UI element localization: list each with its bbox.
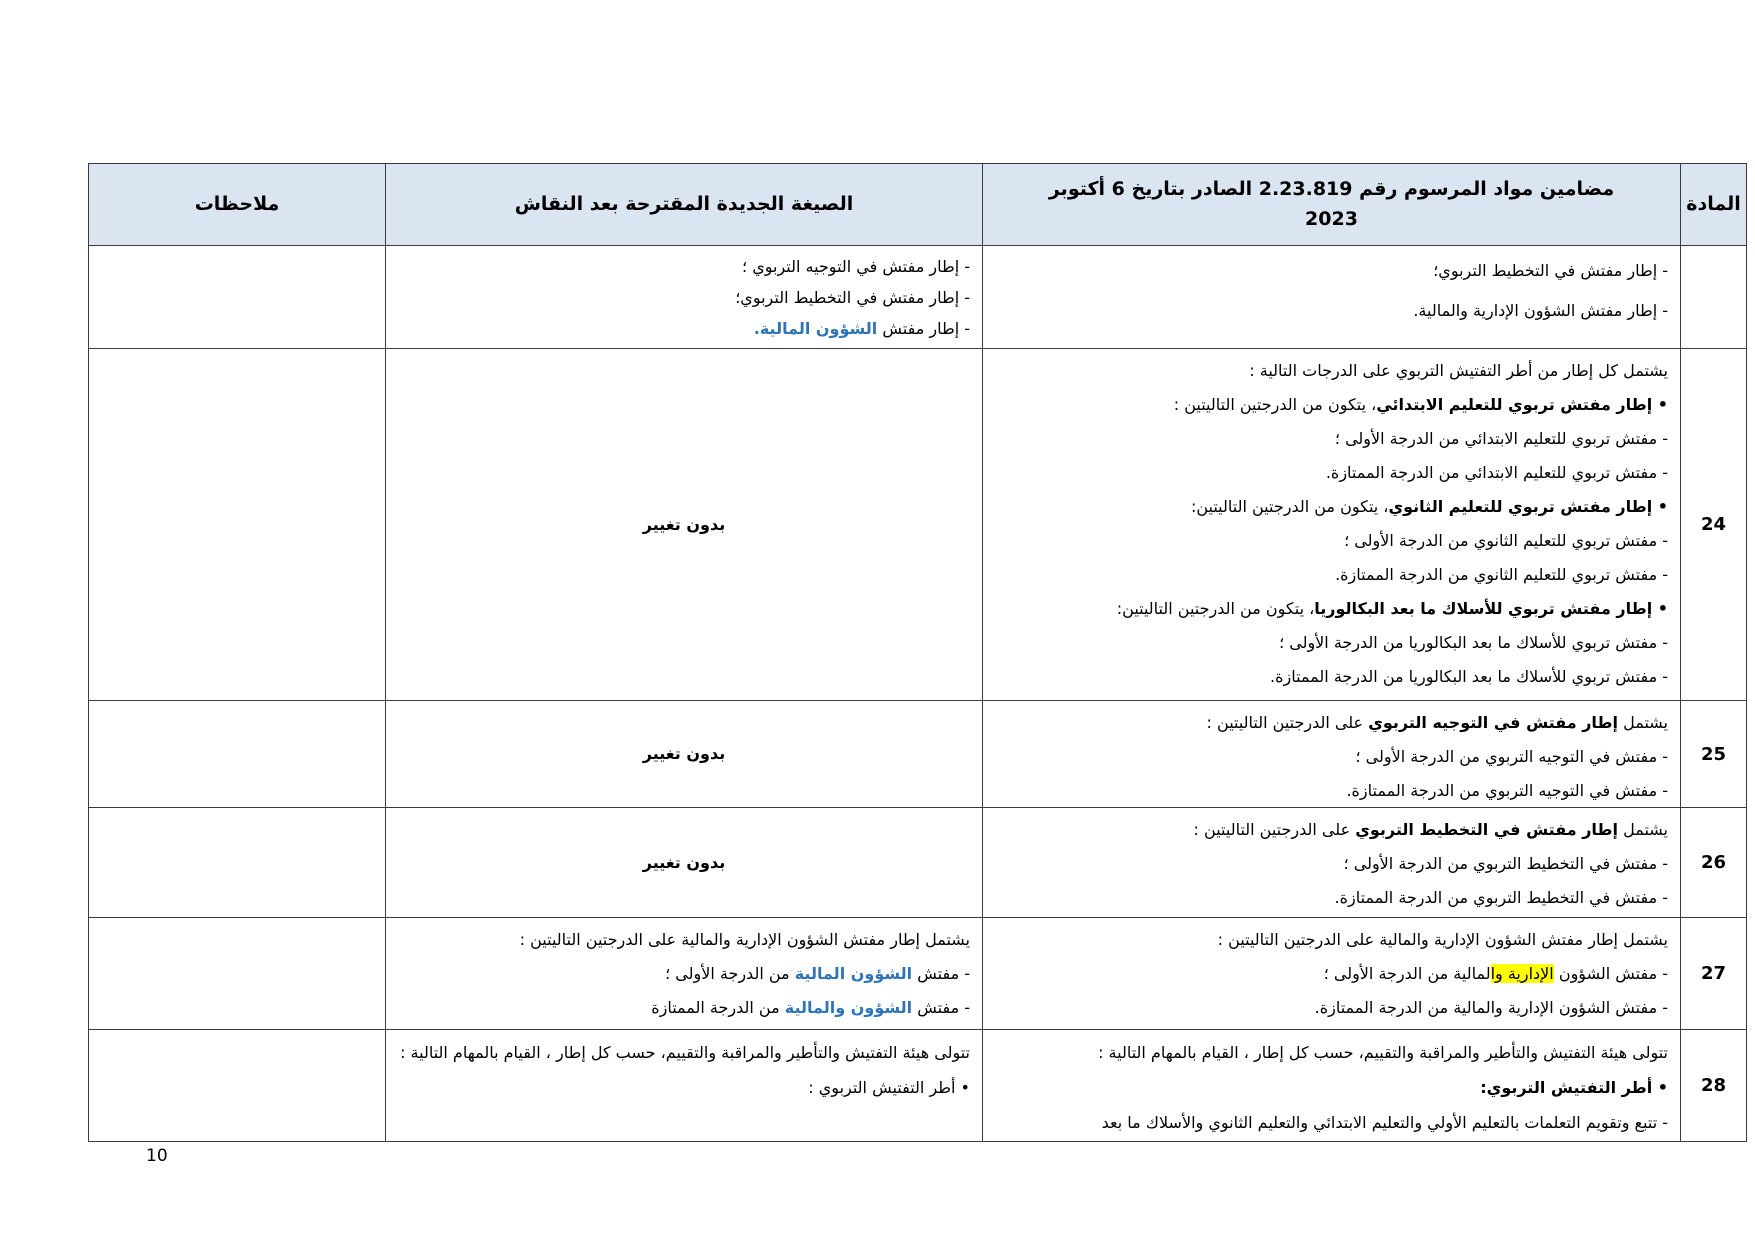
header-decree-label: مضامين مواد المرسوم رقم 2.23.819 الصادر بتاريخ 6 أكتوبر 2023 [1048, 178, 1615, 230]
article-number: 25 [1700, 743, 1727, 765]
notes-cell-24 [88, 349, 385, 701]
text-line: - تتبع وتقويم التعلمات بالتعليم الأولي والتعليم الابتدائي والتعليم الثانوي والأسلاك ما بعد [1101, 1113, 1668, 1132]
text-line: - مفتش تربوي للتعليم الابتدائي من الدرجة الممتازة. [1325, 463, 1668, 482]
text-line: - إطار مفتش الشؤون المالية. [753, 319, 970, 338]
text-line: تتولى هيئة التفتيش والتأطير والمراقبة والتقييم، حسب كل إطار ، القيام بالمهام التالية : [1098, 1043, 1668, 1062]
decree-cell-26 [982, 808, 1680, 918]
proposal-text [386, 846, 982, 880]
notes-cell-continuation [88, 246, 385, 349]
text-line: يشتمل إطار مفتش في التخطيط التربوي على الدرجتين التاليتين : [1193, 820, 1668, 839]
text-line: - إطار مفتش الشؤون الإدارية والمالية. [1413, 301, 1668, 320]
decree-cell-24 [982, 349, 1680, 701]
article-cell-26 [1680, 808, 1746, 918]
proposal-cell-25 [385, 701, 982, 808]
article-cell-25 [1680, 701, 1746, 808]
text-line: يشتمل إطار مفتش الشؤون الإدارية والمالية على الدرجتين التاليتين : [1217, 930, 1668, 949]
proposal-cell-27 [385, 918, 982, 1030]
text-line: - مفتش الشؤون الإدارية والمالية من الدرجة الممتازة. [1314, 998, 1668, 1017]
decree-text [991, 251, 1668, 331]
article-cell-28 [1680, 1030, 1746, 1142]
decree-text [991, 1035, 1668, 1140]
text-line: - مفتش في التخطيط التربوي من الدرجة الممتازة. [1334, 888, 1668, 907]
proposal-cell-28 [385, 1030, 982, 1142]
article-number: 27 [1700, 963, 1727, 984]
decree-text [991, 706, 1668, 808]
article-cell-continuation [1680, 246, 1746, 349]
header-notes-cell [88, 164, 385, 246]
header-proposal-cell [385, 164, 982, 246]
text-line: - مفتش في التوجيه التربوي من الدرجة الممتازة. [1346, 781, 1668, 800]
notes-cell-25 [88, 701, 385, 808]
notes-cell-28 [88, 1030, 385, 1142]
header-article-label: المادة [1686, 192, 1741, 215]
text-line: يشتمل كل إطار من أطر التفتيش التربوي على الدرجات التالية : [1249, 361, 1668, 380]
decree-cell-28 [982, 1030, 1680, 1142]
text-line: بدون تغيير [642, 514, 726, 534]
proposal-cell-26 [385, 808, 982, 918]
text-line: - مفتش تربوي للتعليم الثانوي من الدرجة الأولى ؛ [1344, 531, 1668, 550]
text-line: - مفتش في التخطيط التربوي من الدرجة الأولى ؛ [1343, 854, 1668, 873]
text-line: - مفتش الشؤون الإدارية والمالية من الدرجة الأولى ؛ [1323, 964, 1668, 983]
header-decree-cell [982, 164, 1680, 246]
decree-cell-25 [982, 701, 1680, 808]
text-line: • إطار مفتش تربوي للتعليم الثانوي، يتكون من الدرجتين التاليتين: [1190, 497, 1668, 516]
article-number: 28 [1700, 1075, 1727, 1096]
decree-text [991, 923, 1668, 1025]
article-number: 24 [1700, 514, 1727, 535]
article-cell-24 [1680, 349, 1746, 701]
article-cell-27 [1680, 918, 1746, 1030]
comparison-table [88, 163, 1747, 1142]
proposal-cell-24 [385, 349, 982, 701]
text-line: يشتمل إطار مفتش الشؤون الإدارية والمالية على الدرجتين التاليتين : [519, 930, 970, 949]
proposal-text [386, 737, 982, 771]
text-line: - مفتش تربوي للتعليم الثانوي من الدرجة الممتازة. [1335, 565, 1668, 584]
notes-cell-26 [88, 808, 385, 918]
proposal-text [394, 1035, 970, 1105]
text-line: • أطر التفتيش التربوي: [1480, 1078, 1668, 1097]
header-notes-label: ملاحظات [194, 192, 280, 215]
text-line: يشتمل إطار مفتش في التوجيه التربوي على الدرجتين التاليتين : [1206, 713, 1668, 732]
header-article-cell [1680, 164, 1746, 246]
text-line: • أطر التفتيش التربوي : [808, 1078, 970, 1097]
proposal-cell-continuation [385, 246, 982, 349]
text-line: - مفتش في التوجيه التربوي من الدرجة الأولى ؛ [1355, 747, 1668, 766]
header-proposal-label: الصيغة الجديدة المقترحة بعد النقاش [514, 192, 854, 215]
text-line: بدون تغيير [642, 744, 726, 763]
text-line: - إطار مفتش في التخطيط التربوي؛ [735, 288, 970, 307]
page-number: 10 [146, 1146, 168, 1166]
text-line: • إطار مفتش تربوي للأسلاك ما بعد البكالوريا، يتكون من الدرجتين التاليتين: [1116, 599, 1668, 618]
text-line: • إطار مفتش تربوي للتعليم الابتدائي، يتكون من الدرجتين التاليتين : [1173, 395, 1668, 414]
proposal-text [386, 508, 982, 542]
article-number: 26 [1700, 852, 1727, 873]
text-line: بدون تغيير [642, 852, 726, 872]
decree-cell-27 [982, 918, 1680, 1030]
text-line: - مفتش تربوي للأسلاك ما بعد البكالوريا من الدرجة الممتازة. [1270, 667, 1668, 686]
text-line: - إطار مفتش في التخطيط التربوي؛ [1433, 261, 1668, 280]
decree-text [991, 813, 1668, 915]
proposal-text [394, 923, 970, 1025]
text-line: - مفتش الشؤون المالية من الدرجة الأولى ؛ [665, 964, 970, 983]
decree-cell-continuation [982, 246, 1680, 349]
proposal-text [394, 251, 970, 344]
text-line: تتولى هيئة التفتيش والتأطير والمراقبة والتقييم، حسب كل إطار ، القيام بالمهام التالية : [400, 1043, 970, 1062]
decree-text [991, 354, 1668, 694]
text-line: - مفتش تربوي للتعليم الابتدائي من الدرجة الأولى ؛ [1334, 429, 1668, 448]
notes-cell-27 [88, 918, 385, 1030]
text-line: - إطار مفتش في التوجيه التربوي ؛ [742, 257, 970, 276]
text-line: - مفتش تربوي للأسلاك ما بعد البكالوريا من الدرجة الأولى ؛ [1279, 633, 1668, 652]
text-line: - مفتش الشؤون والمالية من الدرجة الممتازة [651, 998, 970, 1017]
